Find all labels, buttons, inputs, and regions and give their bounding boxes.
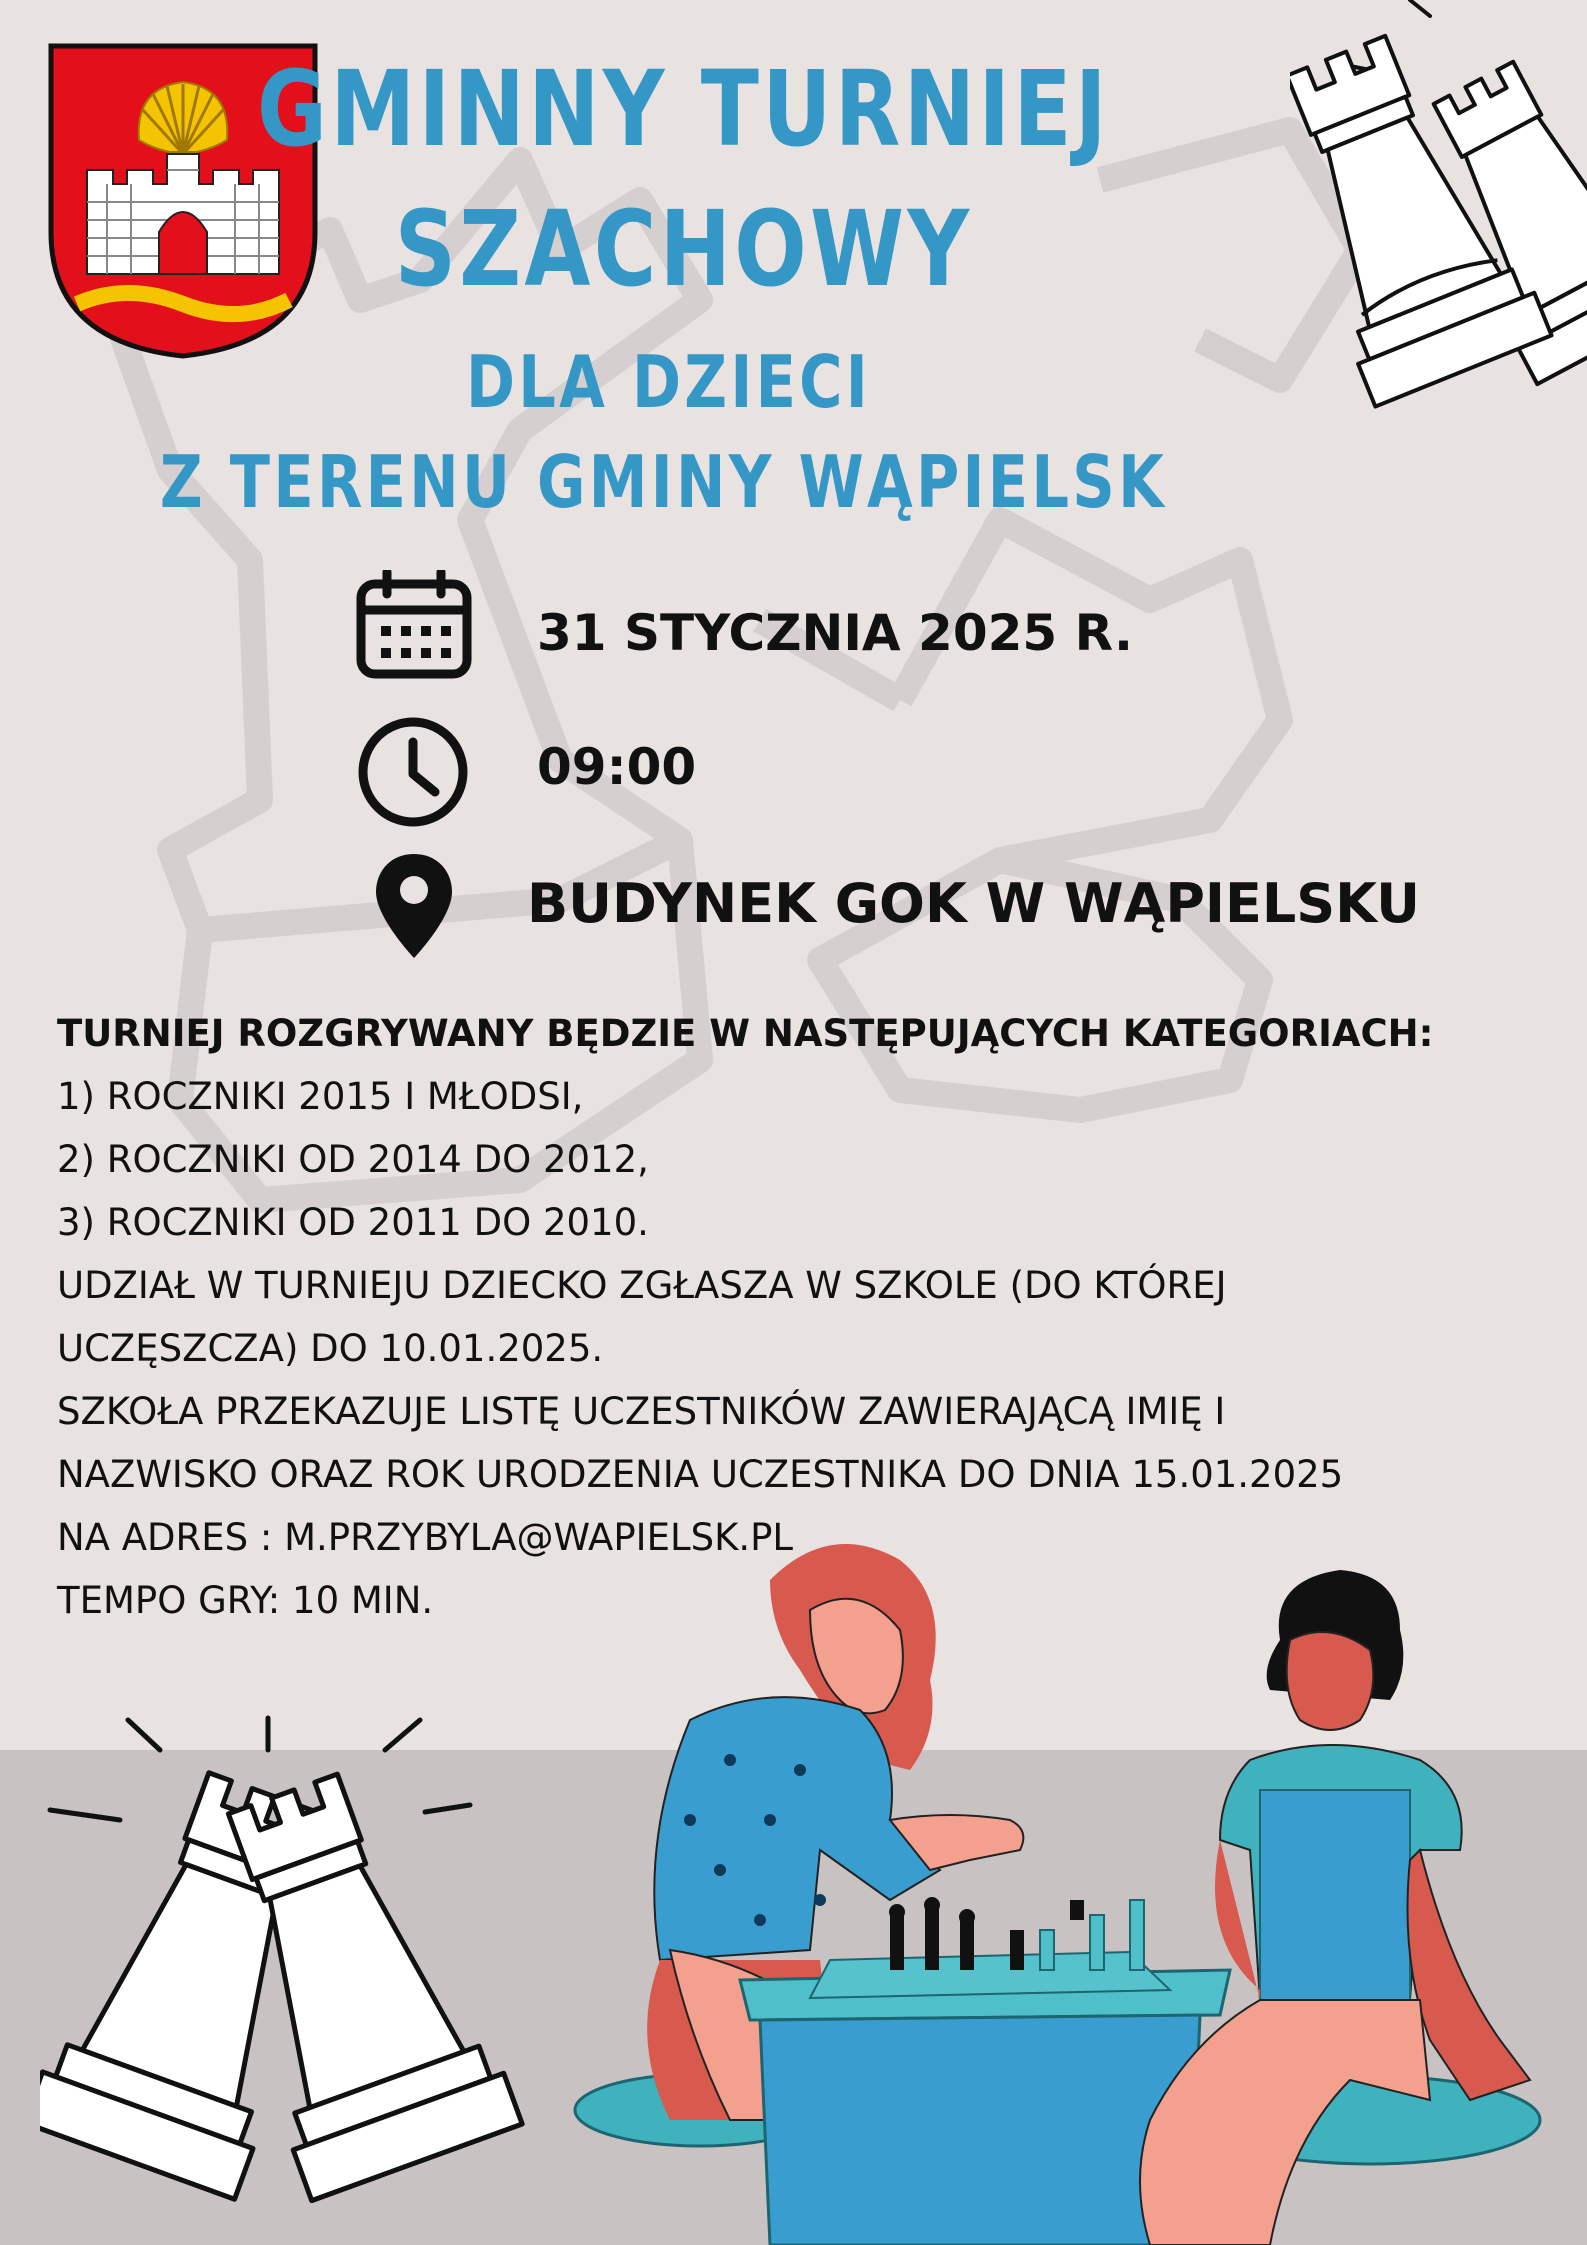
title-line-1: GMINNY TURNIEJ <box>257 48 1110 170</box>
location-pin-icon <box>372 850 456 962</box>
category-1: 1) ROCZNIKI 2015 I MŁODSI, <box>57 1075 584 1118</box>
details-heading: TURNIEJ ROZGRYWANY BĘDZIE W NASTĘPUJĄCYCH KATEGORIACH: <box>57 1012 1434 1055</box>
rook-pair-illustration-bottom <box>40 1700 540 2245</box>
calendar-icon <box>355 570 473 680</box>
category-3: 3) ROCZNIKI OD 2011 DO 2010. <box>57 1201 649 1244</box>
children-playing-chess-illustration <box>570 1520 1587 2245</box>
school-line-3: NA ADRES : M.PRZYBYLA@WAPIELSK.PL <box>57 1516 794 1559</box>
title-line-2: SZACHOWY <box>394 188 973 310</box>
event-time: 09:00 <box>537 738 697 796</box>
title-line-4: Z TERENU GMINY WĄPIELSK <box>159 440 1168 524</box>
school-line-2: NAZWISKO ORAZ ROK URODZENIA UCZESTNIKA DO DNIA 15.01.2025 <box>57 1453 1344 1496</box>
tempo-line: TEMPO GRY: 10 MIN. <box>57 1579 434 1622</box>
event-date: 31 STYCZNIA 2025 R. <box>537 604 1134 662</box>
event-location: BUDYNEK GOK W WĄPIELSKU <box>527 872 1420 935</box>
registration-line-2: UCZĘSZCZA) DO 10.01.2025. <box>57 1327 604 1370</box>
school-line-1: SZKOŁA PRZEKAZUJE LISTĘ UCZESTNIKÓW ZAWIERAJĄCĄ IMIĘ I <box>57 1390 1226 1433</box>
registration-line-1: UDZIAŁ W TURNIEJU DZIECKO ZGŁASZA W SZKOLE (DO KTÓREJ <box>57 1264 1227 1307</box>
rook-pair-illustration-top <box>1290 0 1587 480</box>
category-2: 2) ROCZNIKI OD 2014 DO 2012, <box>57 1138 649 1181</box>
clock-icon <box>355 714 471 830</box>
title-line-3: DLA DZIECI <box>465 340 872 424</box>
